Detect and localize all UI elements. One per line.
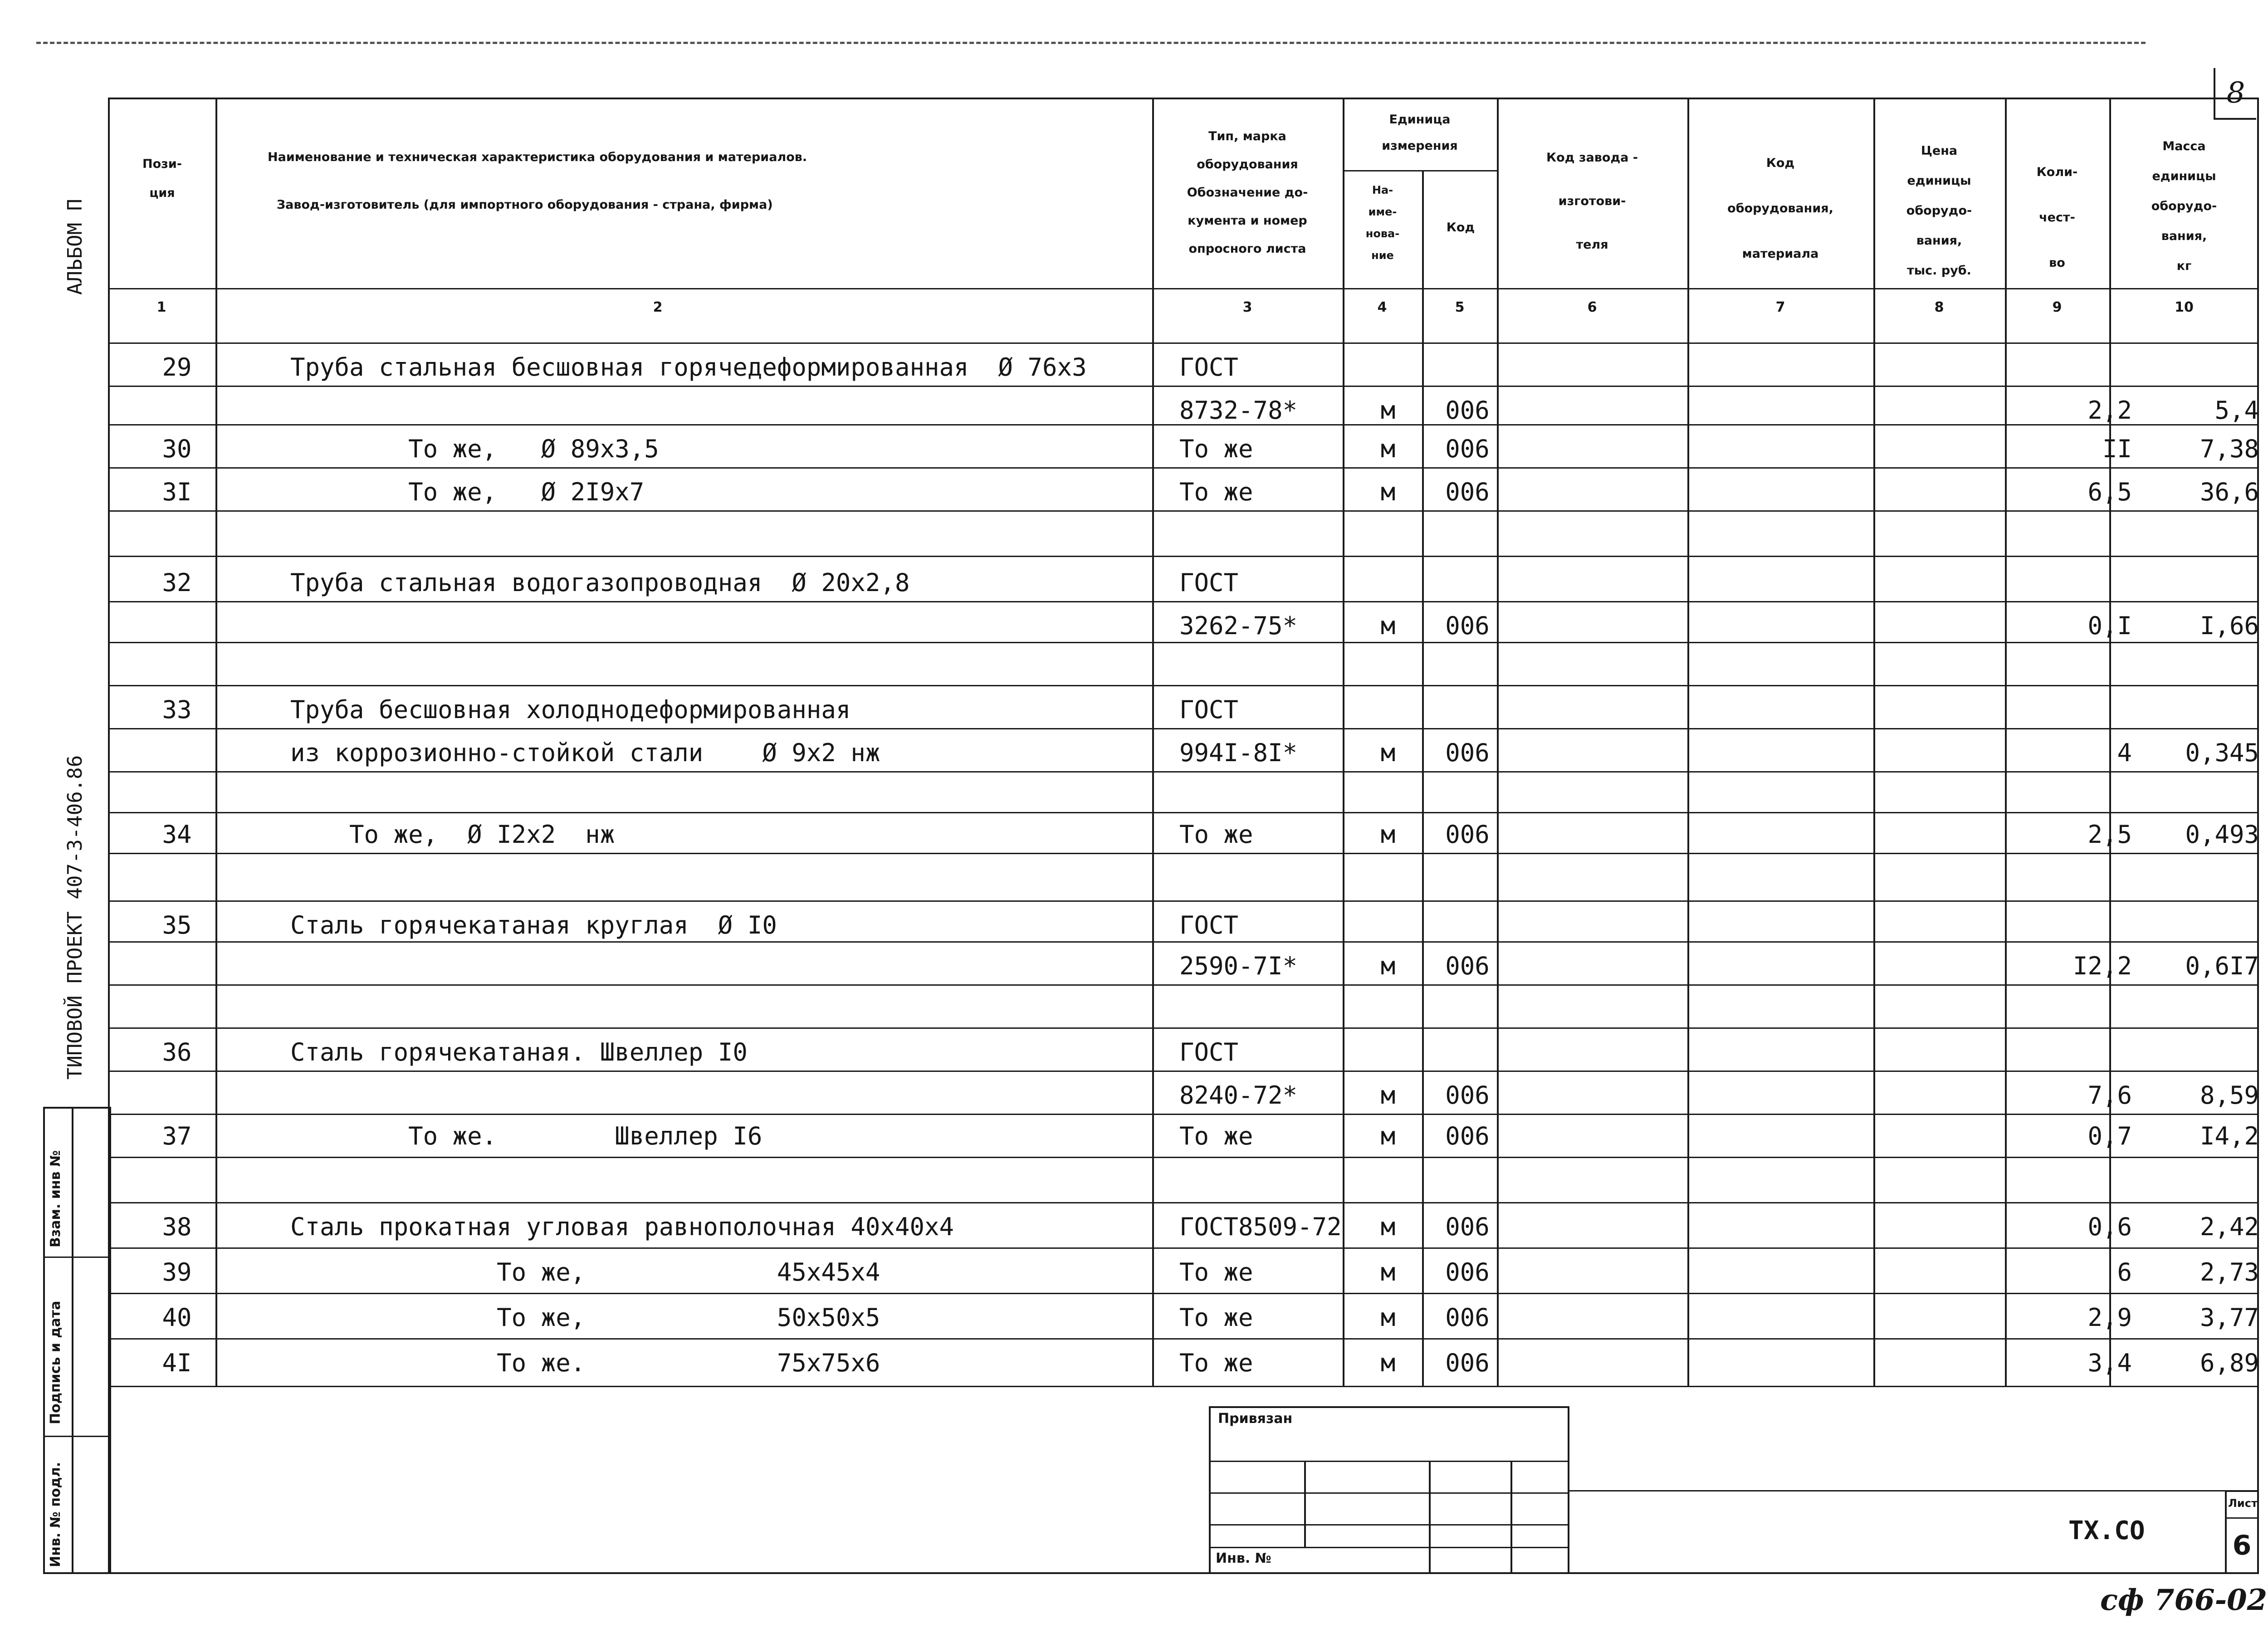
table-row xyxy=(0,345,2268,390)
cell-mass: 8,59 xyxy=(2200,1081,2259,1110)
cell-position: 4I xyxy=(162,1349,192,1377)
cell-unit: м xyxy=(1380,1349,1396,1377)
cell-quantity: I2,2 xyxy=(2072,952,2132,980)
cell-mass: 3,77 xyxy=(2200,1303,2259,1332)
cell-position: 35 xyxy=(162,911,192,939)
table-row xyxy=(0,944,2268,989)
cell-unit-code: 006 xyxy=(1445,396,1490,425)
cell-quantity: 3,4 xyxy=(2087,1349,2132,1377)
cell-name: То же. 75х75х6 xyxy=(290,1349,880,1377)
cell-type: ГОСТ xyxy=(1179,568,1239,597)
cell-position: 38 xyxy=(162,1213,192,1241)
bound-stamp-line xyxy=(1209,1524,1569,1526)
header-unit: Единица измерения xyxy=(1382,112,1458,153)
cell-unit-code: 006 xyxy=(1445,738,1490,767)
cell-unit-code: 006 xyxy=(1445,478,1490,506)
colnum-2: 2 xyxy=(653,299,663,315)
cell-type: То же xyxy=(1179,820,1253,849)
cell-quantity: 0,6 xyxy=(2087,1213,2132,1241)
table-row xyxy=(0,1114,2268,1159)
cell-unit: м xyxy=(1380,396,1396,425)
cell-unit-code: 006 xyxy=(1445,611,1490,640)
album-label: АЛЬБОМ П xyxy=(64,199,87,295)
cell-type: ГОСТ xyxy=(1179,1038,1239,1066)
colnum-8: 8 xyxy=(1934,299,1944,315)
cell-unit: м xyxy=(1380,611,1396,640)
table-row xyxy=(0,1340,2268,1386)
cell-unit-code: 006 xyxy=(1445,1122,1490,1150)
cell-unit: м xyxy=(1380,820,1396,849)
table-row xyxy=(0,1204,2268,1250)
cell-type: То же xyxy=(1179,478,1253,506)
cell-position: 29 xyxy=(162,353,192,381)
cell-type: 8240-72* xyxy=(1179,1081,1298,1110)
cell-mass: 0,6I7 xyxy=(2185,952,2259,980)
cell-type: То же xyxy=(1179,1349,1253,1377)
cell-name: из коррозионно-стойкой стали Ø 9х2 нж xyxy=(290,738,880,767)
cell-unit-code: 006 xyxy=(1445,1349,1490,1377)
cell-mass: I4,2 xyxy=(2200,1122,2259,1150)
header-mass: Масса единицы оборудо- вания, кг xyxy=(2151,139,2217,273)
cell-mass: 7,38 xyxy=(2200,435,2259,463)
header-unit-name: На- име- нова- ние xyxy=(1365,184,1400,262)
cell-name: Труба стальная водогазопроводная Ø 20х2,8 xyxy=(290,568,910,597)
cell-type: 3262-75* xyxy=(1179,611,1298,640)
header-quantity: Коли- чест- во xyxy=(2036,165,2078,270)
bottom-note: сф 766-02 xyxy=(2100,1583,2268,1617)
cell-type: 8732-78* xyxy=(1179,396,1298,425)
table-row xyxy=(0,730,2268,776)
colnum-9: 9 xyxy=(2052,299,2062,315)
cell-mass: 2,42 xyxy=(2200,1213,2259,1241)
header-name-line2: Завод-изготовитель (для импортного оборудования - страна, фирма) xyxy=(277,198,773,212)
cell-name: Труба бесшовная холоднодеформированная xyxy=(290,695,851,724)
colnum-7: 7 xyxy=(1775,299,1785,315)
cell-unit: м xyxy=(1380,738,1396,767)
header-name-line1: Наименование и техническая характеристика оборудования и материалов. xyxy=(268,150,807,164)
cell-type: То же xyxy=(1179,1303,1253,1332)
colnum-10: 10 xyxy=(2175,299,2194,315)
table-row xyxy=(0,1250,2268,1295)
cell-unit-code: 006 xyxy=(1445,820,1490,849)
cell-unit: м xyxy=(1380,1213,1396,1241)
cell-position: 34 xyxy=(162,820,192,849)
table-row xyxy=(0,687,2268,733)
colnum-5: 5 xyxy=(1455,299,1465,315)
cell-position: 36 xyxy=(162,1038,192,1066)
cell-type: ГОСТ xyxy=(1179,911,1239,939)
cell-quantity: 7,6 xyxy=(2087,1081,2132,1110)
cell-mass: 2,73 xyxy=(2200,1258,2259,1286)
stamp-field-signature: Подпись и дата xyxy=(48,1301,64,1424)
bound-stamp-col xyxy=(1304,1461,1306,1547)
header-price: Цена единицы оборудо- вания, тыс. руб. xyxy=(1906,144,1972,278)
cell-quantity: 0,I xyxy=(2087,611,2132,640)
cell-type: То же xyxy=(1179,435,1253,463)
cell-quantity: 4 xyxy=(2117,738,2132,767)
cell-unit-code: 006 xyxy=(1445,1258,1490,1286)
cell-position: 33 xyxy=(162,695,192,724)
cell-unit: м xyxy=(1380,435,1396,463)
cell-type: 994I-8I* xyxy=(1179,738,1298,767)
cell-mass: I,66 xyxy=(2200,611,2259,640)
cell-name: Сталь горячекатаная круглая Ø I0 xyxy=(290,911,777,939)
cell-type: То же xyxy=(1179,1122,1253,1150)
bound-stamp-col xyxy=(1510,1461,1512,1574)
cell-unit: м xyxy=(1380,1303,1396,1332)
table-row xyxy=(0,1030,2268,1075)
table-row xyxy=(0,469,2268,515)
bound-stamp-line xyxy=(1209,1461,1569,1462)
cell-mass: 0,493 xyxy=(2185,820,2259,849)
cell-quantity: 6 xyxy=(2117,1258,2132,1286)
header-unit-code: Код xyxy=(1446,220,1475,235)
bound-label: Привязан xyxy=(1218,1411,1293,1427)
cell-name: То же, 50х50х5 xyxy=(290,1303,880,1332)
cell-mass: 0,345 xyxy=(2185,738,2259,767)
cell-name: То же, Ø 89х3,5 xyxy=(290,435,659,463)
cell-unit: м xyxy=(1380,1122,1396,1150)
cell-unit-code: 006 xyxy=(1445,1213,1490,1241)
cell-quantity: 2,9 xyxy=(2087,1303,2132,1332)
cell-type: ГОСТ8509-72 xyxy=(1179,1213,1342,1241)
cell-quantity: 6,5 xyxy=(2087,478,2132,506)
table-row xyxy=(0,1295,2268,1340)
cell-unit: м xyxy=(1380,1081,1396,1110)
bound-stamp-line xyxy=(1209,1492,1569,1494)
cell-mass: 36,6 xyxy=(2200,478,2259,506)
header-position: Пози- ция xyxy=(142,157,182,200)
colnum-1: 1 xyxy=(156,299,166,315)
cell-position: 3I xyxy=(162,478,192,506)
cell-position: 40 xyxy=(162,1303,192,1332)
header-equipment-code: Код оборудования, материала xyxy=(1727,156,1833,261)
project-label: ТИПОВОЙ ПРОЕКТ 407-3-406.86 xyxy=(64,755,87,1080)
cell-type: То же xyxy=(1179,1258,1253,1286)
cell-unit-code: 006 xyxy=(1445,1081,1490,1110)
inv-label: Инв. № xyxy=(1216,1550,1271,1566)
cell-name: То же, Ø 2I9х7 xyxy=(290,478,645,506)
sheet-number: 6 xyxy=(2232,1530,2252,1561)
colnum-3: 3 xyxy=(1242,299,1252,315)
cell-unit-code: 006 xyxy=(1445,435,1490,463)
cell-position: 39 xyxy=(162,1258,192,1286)
bound-stamp-line xyxy=(1209,1547,1569,1548)
table-row xyxy=(0,560,2268,606)
cell-type: ГОСТ xyxy=(1179,353,1239,381)
table-row xyxy=(0,903,2268,948)
colnum-4: 4 xyxy=(1377,299,1387,315)
colnum-6: 6 xyxy=(1587,299,1597,315)
cell-quantity: II xyxy=(2102,435,2132,463)
cell-unit: м xyxy=(1380,952,1396,980)
cell-name: Сталь горячекатаная. Швеллер I0 xyxy=(290,1038,748,1066)
page-number: 8 xyxy=(2214,68,2256,120)
doc-code-line xyxy=(1569,1490,2259,1491)
cell-position: 30 xyxy=(162,435,192,463)
sheet-box-line xyxy=(2225,1517,2259,1519)
cell-mass: 5,4 xyxy=(2214,396,2259,425)
cell-position: 32 xyxy=(162,568,192,597)
cell-quantity: 2,2 xyxy=(2087,396,2132,425)
stamp-field-inventory: Инв. № подл. xyxy=(48,1462,64,1567)
cell-unit-code: 006 xyxy=(1445,1303,1490,1332)
cell-type: 2590-7I* xyxy=(1179,952,1298,980)
table-row xyxy=(0,426,2268,472)
cell-name: Труба стальная бесшовная горячедеформированная Ø 76х3 xyxy=(290,353,1087,381)
cell-name: То же, 45х45х4 xyxy=(290,1258,880,1286)
header-type: Тип, марка оборудования Обозначение до- кумента и номер опросного листа xyxy=(1187,129,1308,256)
cell-name: То же. Швеллер I6 xyxy=(290,1122,763,1150)
cell-name: Сталь прокатная угловая равнополочная 40х40х4 xyxy=(290,1213,954,1241)
stamp-field-replace: Взам. инв № xyxy=(48,1150,64,1247)
doc-code: ТХ.СО xyxy=(2068,1516,2145,1545)
cell-unit: м xyxy=(1380,478,1396,506)
table-row xyxy=(0,603,2268,649)
cell-unit: м xyxy=(1380,1258,1396,1286)
cell-quantity: 2,5 xyxy=(2087,820,2132,849)
sheet-label: Лист xyxy=(2228,1497,2258,1510)
header-factory-code: Код завода - изготови- теля xyxy=(1546,151,1638,252)
table-row xyxy=(0,812,2268,857)
cell-name: То же, Ø I2х2 нж xyxy=(290,820,615,849)
cell-position: 37 xyxy=(162,1122,192,1150)
cell-unit-code: 006 xyxy=(1445,952,1490,980)
cell-quantity: 0,7 xyxy=(2087,1122,2132,1150)
table-row xyxy=(0,1073,2268,1118)
bound-stamp xyxy=(1209,1406,1569,1574)
title-block-top-line xyxy=(108,1386,2259,1387)
bound-stamp-col xyxy=(1429,1461,1431,1574)
cell-type: ГОСТ xyxy=(1179,695,1239,724)
cell-mass: 6,89 xyxy=(2200,1349,2259,1377)
